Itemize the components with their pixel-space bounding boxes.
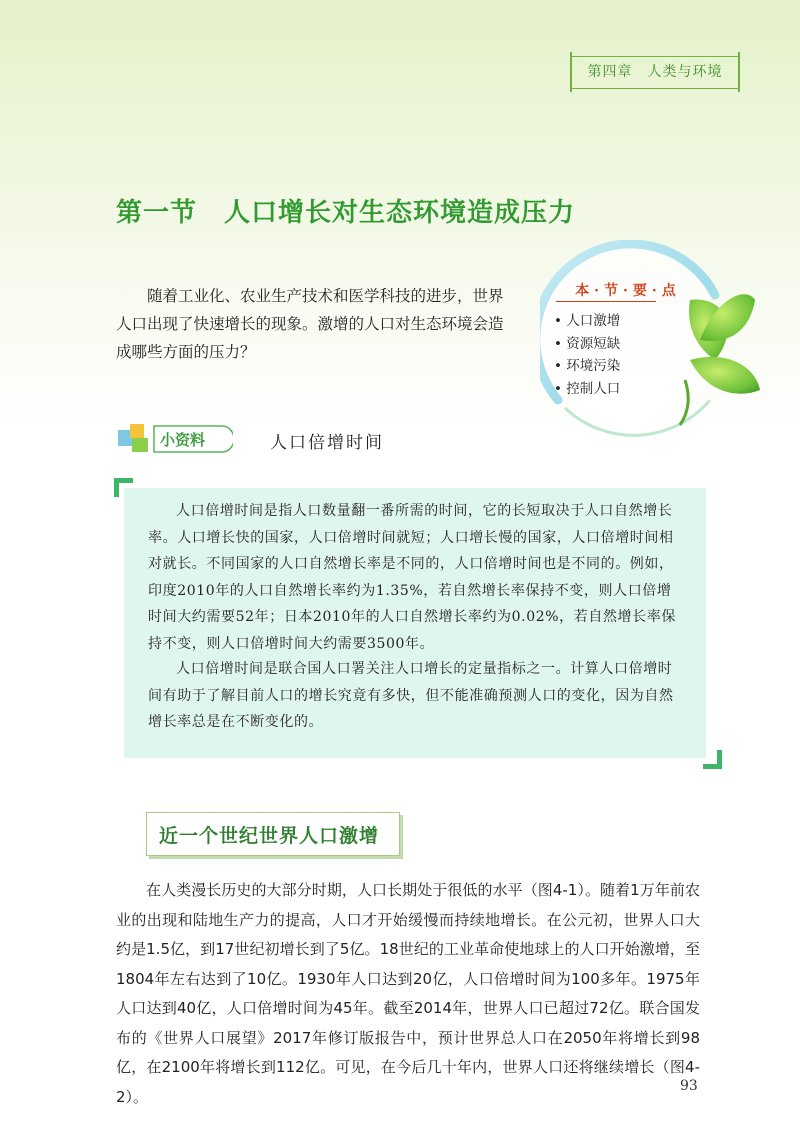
resource-box	[124, 488, 706, 758]
key-point-item: • 控制人口	[554, 378, 620, 401]
key-points-rule	[556, 301, 656, 302]
key-points-list	[554, 310, 620, 400]
subsection-title-box	[146, 812, 400, 856]
chapter-header	[570, 50, 740, 96]
header-rule-top	[570, 56, 740, 57]
resource-badge-label: 小资料	[160, 431, 206, 449]
key-point-item: • 资源短缺	[554, 333, 620, 356]
key-point-item: • 人口激增	[554, 310, 620, 333]
chapter-label: 第四章 人类与环境	[587, 64, 723, 80]
key-point-item: • 环境污染	[554, 355, 620, 378]
subsection-body: 在人类漫长历史的大部分时期，人口长期处于很低的水平（图4-1）。随着1万年前农业的出现和陆地生产力的提高，人口才开始缓慢而持续地增长。在公元初，世界人口大约是1.5亿，到17世纪初增长到了5亿。18世纪的工业革命使地球上的人口开始激增，至1804年左右达到了10亿。1930年人口达到20亿，人口倍增时间为100多年。1975年人口达到40亿，人口倍增时间为45年。截至2014年，世界人口已超过72亿。联合国发布的《世界人口展望》2017年修订版报告中，预计世界总人口在2050年将增长到98亿，在2100年将增长到112亿。可见，在今后几十年内，世界人口还将继续增长（图4-2）。	[116, 881, 700, 1106]
section-title: 第一节 人口增长对生态环境造成压力	[116, 198, 576, 228]
header-rule-bottom	[570, 88, 740, 89]
resource-header	[118, 418, 718, 460]
section-intro: 随着工业化、农业生产技术和医学科技的进步，世界人口出现了快速增长的现象。激增的人口对生态环境会造成哪些方面的压力？	[116, 287, 504, 361]
resource-paragraph: 人口倍增时间是指人口数量翻一番所需的时间，它的长短取决于人口自然增长率。人口增长快的国家，人口倍增时间就短；人口增长慢的国家，人口倍增时间相对就长。不同国家的人口自然增长率是不同的，人口倍增时间也是不同的。例如，印度2010年的人口自然增长率约为1.35%，若自然增长率保持不变，则人口倍增时间大约需要52年；日本2010年的人口自然增长率约为0.02%，若自然增长率保持不变，则人口倍增时间大约需要3500年。	[148, 503, 676, 652]
key-points-title: 本·节·要·点	[575, 283, 681, 299]
subsection-title: 近一个世纪世界人口激增	[159, 825, 380, 847]
box-corner-bottom-right	[703, 750, 722, 769]
resource-paragraph: 人口倍增时间是联合国人口署关注人口增长的定量指标之一。计算人口倍增时间有助于了解目前人口的增长究竟有多快，但不能准确预测人口的变化，因为自然增长率总是在不断变化的。	[148, 661, 674, 730]
resource-title: 人口倍增时间	[270, 433, 384, 453]
page-number: 93	[680, 1078, 698, 1094]
